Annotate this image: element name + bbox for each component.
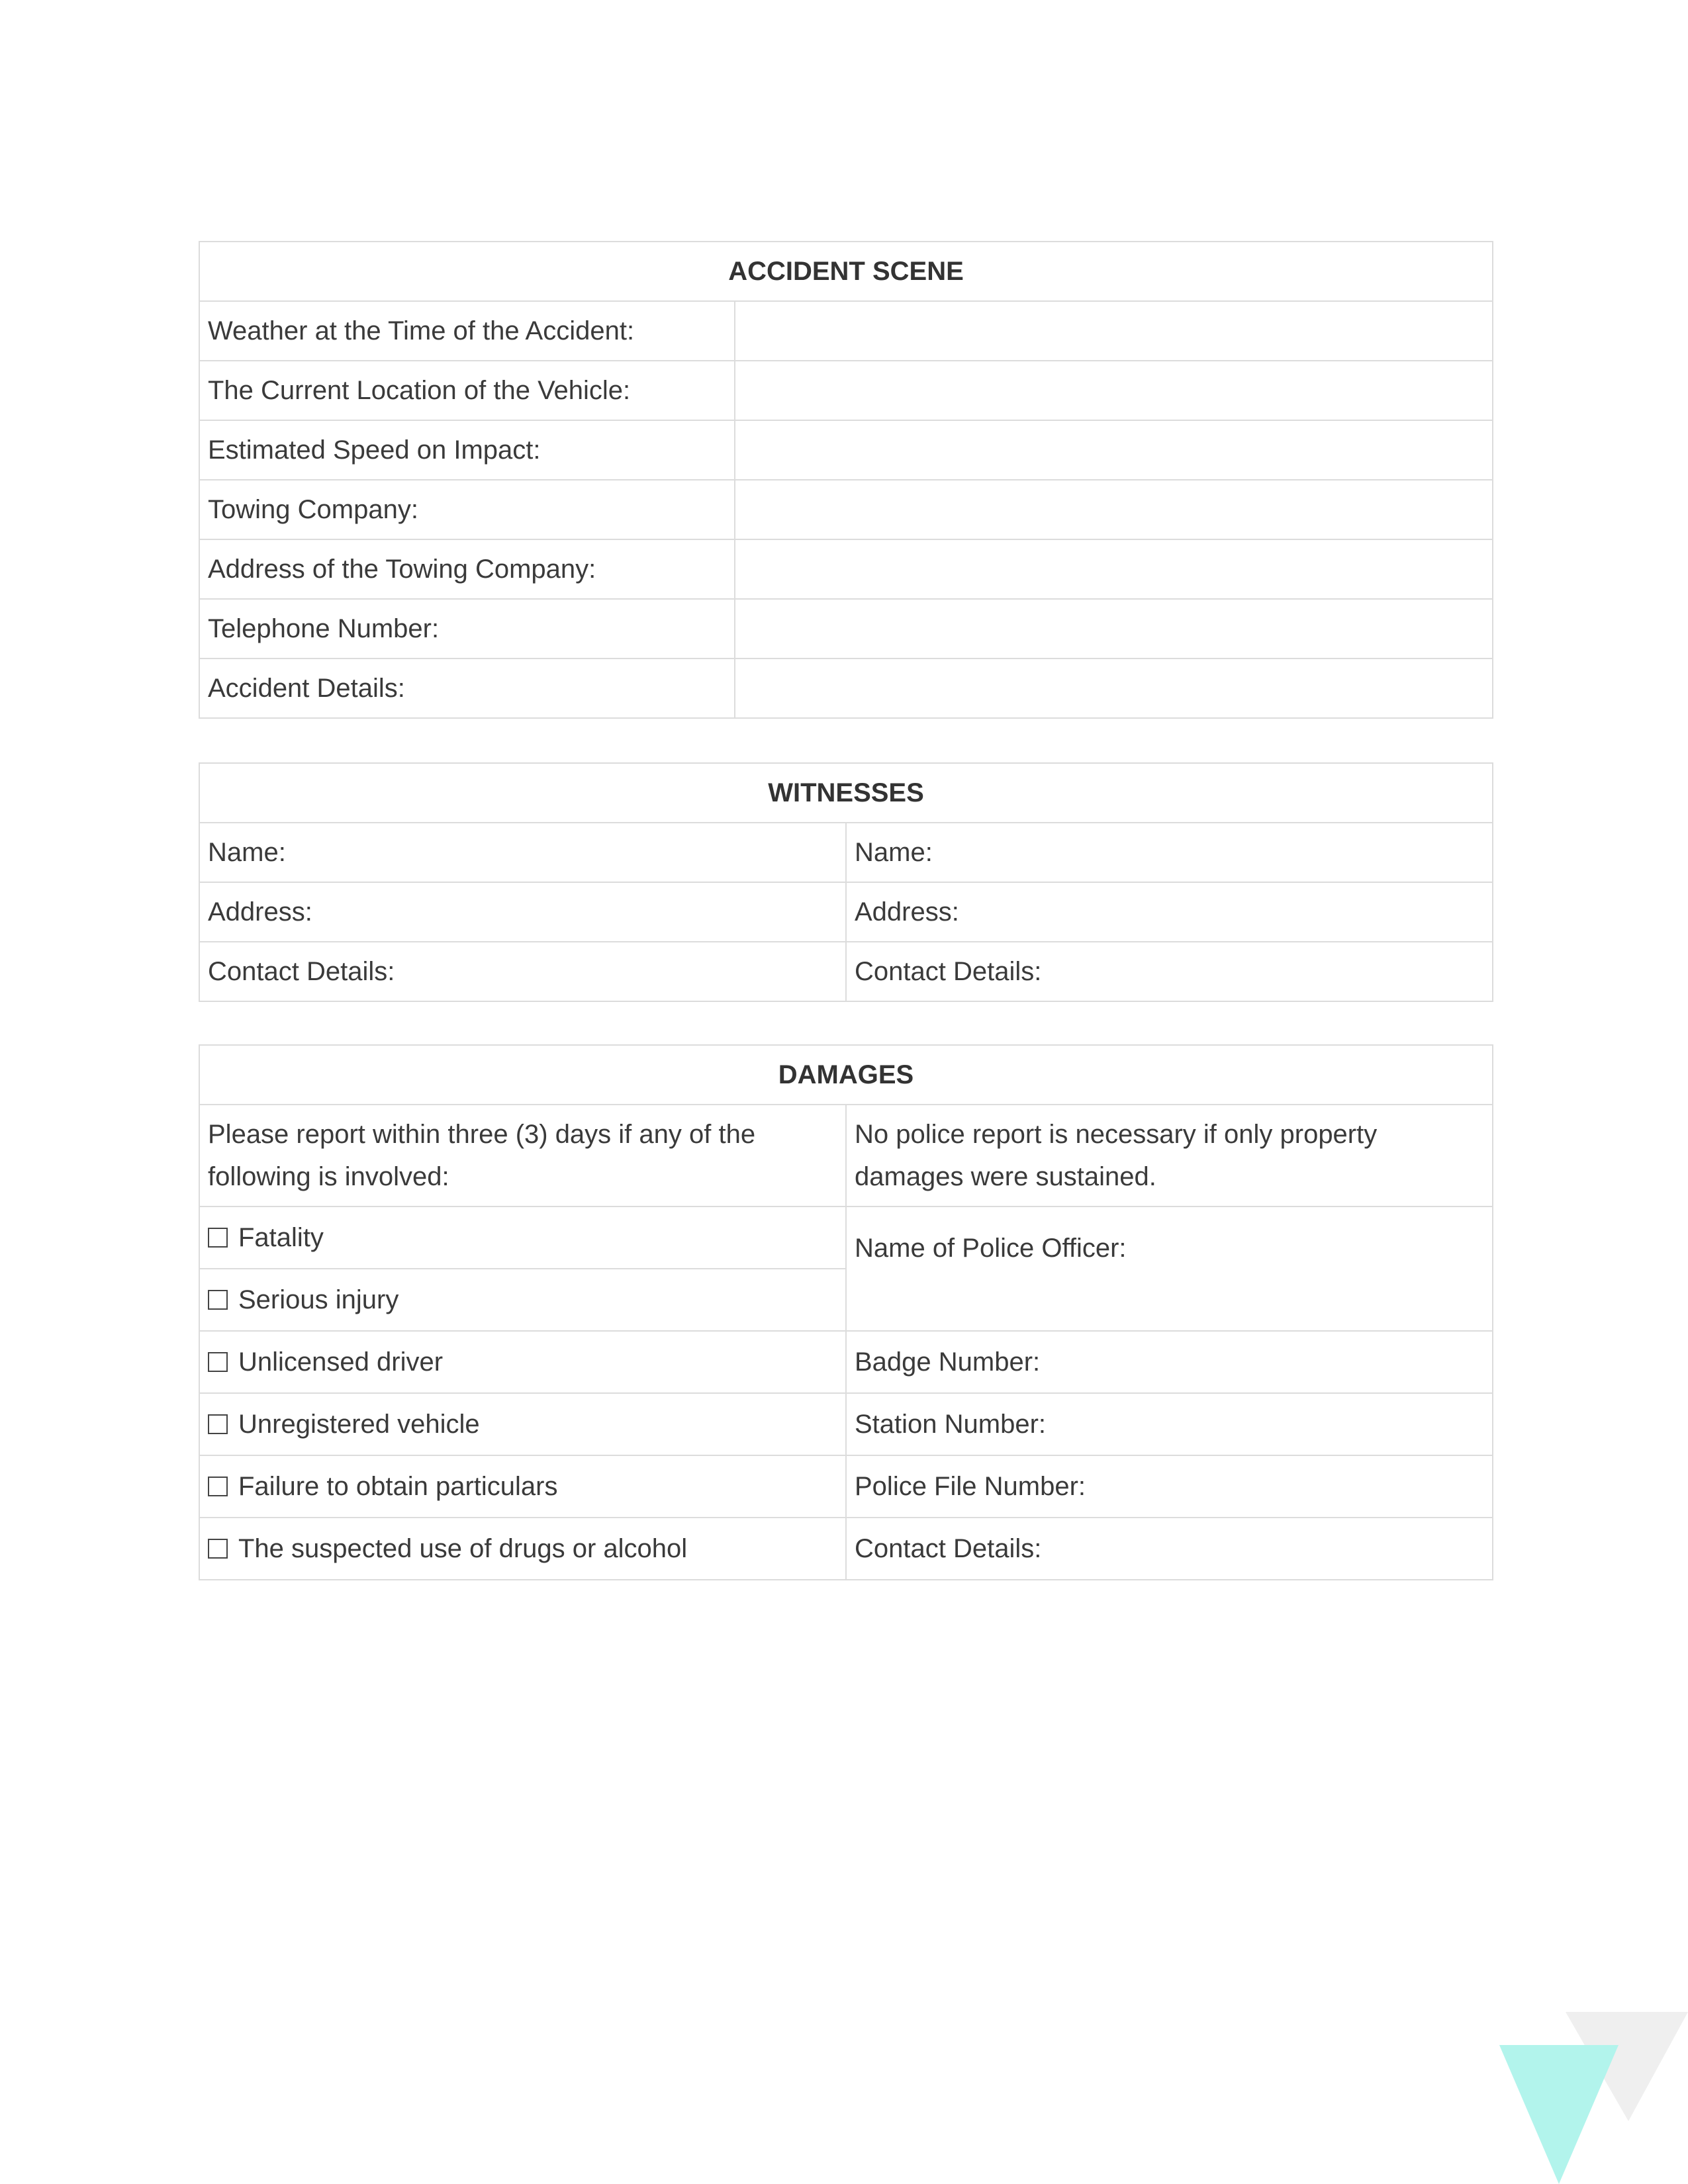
damages-title: DAMAGES: [199, 1045, 1493, 1105]
serious-injury-checkbox[interactable]: [208, 1290, 228, 1310]
witness-2-address-field[interactable]: Address:: [846, 882, 1493, 942]
checklist-item-drugs-alcohol[interactable]: [199, 1518, 846, 1580]
checklist-label: Unlicensed driver: [238, 1347, 444, 1377]
telephone-value-field[interactable]: [735, 599, 1493, 659]
witness-1-contact-field[interactable]: Contact Details:: [199, 942, 846, 1001]
impact-speed-label: Estimated Speed on Impact:: [199, 420, 735, 480]
checklist-item-serious-injury[interactable]: [199, 1269, 846, 1331]
checklist-item-unlicensed-driver[interactable]: [199, 1331, 846, 1393]
checklist-item-fatality[interactable]: [199, 1206, 846, 1269]
police-officer-name-field[interactable]: [846, 1206, 1493, 1331]
checklist-label: The suspected use of drugs or alcohol: [238, 1534, 688, 1563]
vehicle-location-value-field[interactable]: [735, 361, 1493, 420]
fatality-checkbox[interactable]: [208, 1228, 228, 1248]
accident-scene-table: [199, 241, 1493, 719]
logo-front-triangle: [1499, 2045, 1618, 2184]
telephone-label: Telephone Number:: [199, 599, 735, 659]
witness-2-name-field[interactable]: Name:: [846, 823, 1493, 882]
towing-company-label: Towing Company:: [199, 480, 735, 539]
report-instructions: Please report within three (3) days if any of the following is involved:: [199, 1105, 846, 1206]
weather-value-field[interactable]: [735, 301, 1493, 361]
police-file-number-field[interactable]: Police File Number:: [846, 1455, 1493, 1518]
checklist-item-unregistered-vehicle[interactable]: [199, 1393, 846, 1455]
vehicle-location-label: The Current Location of the Vehicle:: [199, 361, 735, 420]
witness-1-name-field[interactable]: Name:: [199, 823, 846, 882]
police-contact-details-field[interactable]: Contact Details:: [846, 1518, 1493, 1580]
unlicensed-driver-checkbox[interactable]: [208, 1352, 228, 1372]
badge-number-field[interactable]: Badge Number:: [846, 1331, 1493, 1393]
witness-2-contact-field[interactable]: Contact Details:: [846, 942, 1493, 1001]
witness-1-address-field[interactable]: Address:: [199, 882, 846, 942]
unregistered-vehicle-checkbox[interactable]: [208, 1414, 228, 1434]
witnesses-table: [199, 762, 1493, 1002]
failure-particulars-checkbox[interactable]: [208, 1477, 228, 1496]
accident-scene-title: ACCIDENT SCENE: [199, 242, 1493, 301]
accident-details-label: Accident Details:: [199, 659, 735, 718]
checklist-item-failure-particulars[interactable]: [199, 1455, 846, 1518]
accident-details-value-field[interactable]: [735, 659, 1493, 718]
checklist-label: Serious injury: [238, 1285, 399, 1314]
damages-table: [199, 1044, 1493, 1580]
weather-label: Weather at the Time of the Accident:: [199, 301, 735, 361]
towing-address-value-field[interactable]: [735, 539, 1493, 599]
police-report-note: No police report is necessary if only property damages were sustained.: [846, 1105, 1493, 1206]
impact-speed-value-field[interactable]: [735, 420, 1493, 480]
towing-address-label: Address of the Towing Company:: [199, 539, 735, 599]
logo-triangles-icon: [1476, 2012, 1688, 2184]
checklist-label: Fatality: [238, 1223, 324, 1252]
witnesses-title: WITNESSES: [199, 763, 1493, 823]
station-number-field[interactable]: Station Number:: [846, 1393, 1493, 1455]
checklist-label: Unregistered vehicle: [238, 1410, 480, 1439]
checklist-label: Failure to obtain particulars: [238, 1472, 558, 1501]
drugs-alcohol-checkbox[interactable]: [208, 1539, 228, 1559]
towing-company-value-field[interactable]: [735, 480, 1493, 539]
police-officer-name-label: Name of Police Officer:: [855, 1234, 1127, 1263]
